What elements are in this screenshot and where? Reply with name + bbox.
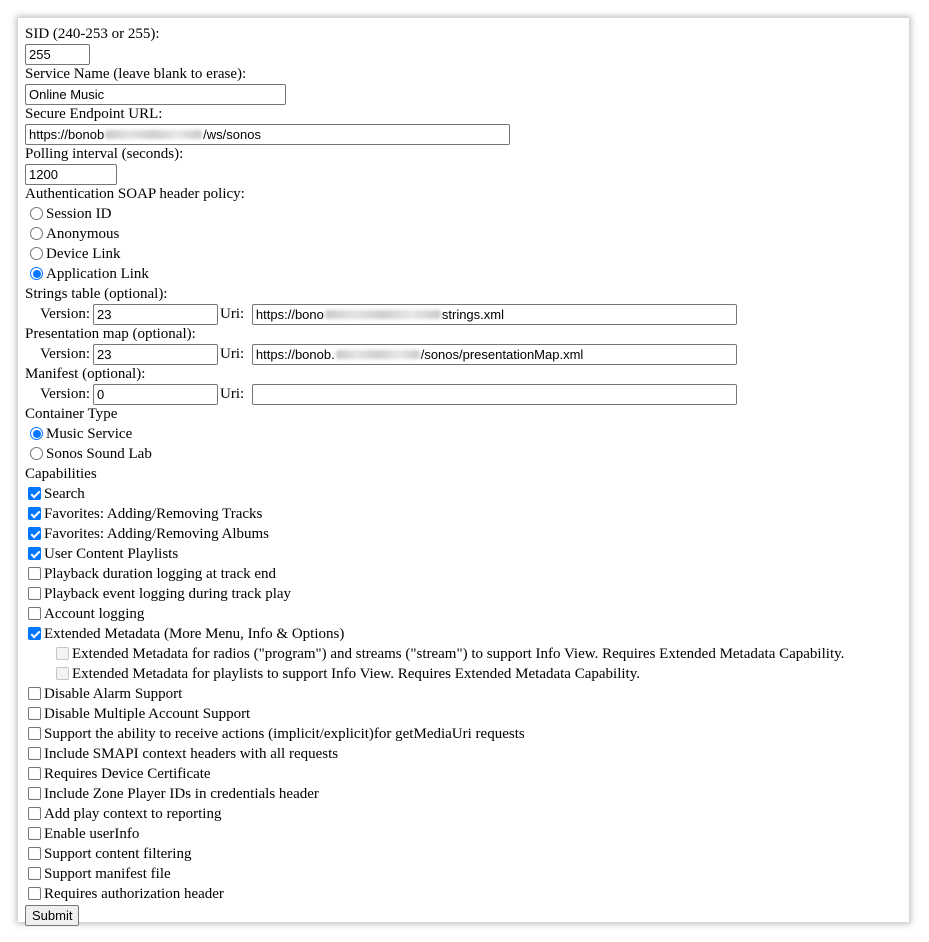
capability-checkbox-disabled [56, 667, 69, 680]
capability-checkbox[interactable] [28, 827, 41, 840]
presentation-uri-label: Uri: [220, 346, 245, 362]
capabilities-label: Capabilities [25, 466, 97, 482]
auth-radio-anonymous[interactable] [30, 227, 43, 240]
capability-checkbox[interactable] [28, 767, 41, 780]
capability-item[interactable] [25, 804, 909, 824]
sonos-service-form [25, 24, 909, 924]
container-type-label: Container Type [25, 406, 118, 422]
page-frame [18, 18, 909, 922]
presentation-uri-suffix: /sonos/presentationMap.xml [420, 346, 584, 362]
capability-checkbox[interactable] [28, 567, 41, 580]
endpoint-input[interactable] [25, 124, 510, 145]
capability-item[interactable] [25, 724, 909, 744]
capability-label: Include SMAPI context headers with all requests [44, 746, 339, 762]
strings-uri-suffix: strings.xml [441, 306, 504, 322]
capability-item[interactable] [25, 844, 909, 864]
capability-label: Extended Metadata (More Menu, Info & Options) [44, 626, 345, 642]
capability-item[interactable] [25, 484, 909, 504]
auth-option-session-id[interactable] [25, 204, 909, 224]
capability-item[interactable] [25, 524, 909, 544]
presentation-map-label: Presentation map (optional): [25, 326, 196, 342]
capability-item-disabled [25, 644, 909, 664]
capability-label: Support manifest file [44, 866, 171, 882]
container-option-sound-lab[interactable] [25, 444, 909, 464]
service-name-input[interactable] [25, 84, 286, 105]
capability-label: Favorites: Adding/Removing Albums [44, 526, 270, 542]
capability-item[interactable] [25, 744, 909, 764]
capability-item[interactable] [25, 824, 909, 844]
capability-checkbox[interactable] [28, 587, 41, 600]
capability-checkbox[interactable] [28, 747, 41, 760]
capability-label: Support the ability to receive actions (implicit/explicit)for getMediaUri requests [44, 726, 525, 742]
strings-version-input[interactable] [93, 304, 218, 325]
manifest-version-input[interactable] [93, 384, 218, 405]
capability-checkbox[interactable] [28, 607, 41, 620]
sid-input[interactable] [25, 44, 90, 65]
capability-item[interactable] [25, 544, 909, 564]
container-radio-music-service[interactable] [30, 427, 43, 440]
capability-checkbox[interactable] [28, 707, 41, 720]
capability-item[interactable] [25, 704, 909, 724]
capability-label: Enable userInfo [44, 826, 140, 842]
presentation-uri-input[interactable] [252, 344, 737, 365]
capability-label: Playback duration logging at track end [44, 566, 277, 582]
manifest-version-label: Version: [40, 386, 90, 402]
presentation-uri-prefix: https://bonob. [255, 346, 335, 362]
auth-radio-session-id[interactable] [30, 207, 43, 220]
container-option-music-service[interactable] [25, 424, 909, 444]
container-radio-sound-lab[interactable] [30, 447, 43, 460]
capability-item[interactable] [25, 624, 909, 644]
redacted-hostname [336, 350, 420, 359]
capability-checkbox[interactable] [28, 547, 41, 560]
capability-checkbox[interactable] [28, 847, 41, 860]
capability-checkbox[interactable] [28, 507, 41, 520]
strings-version-label: Version: [40, 306, 90, 322]
capability-item[interactable] [25, 764, 909, 784]
manifest-uri-input[interactable] [252, 384, 737, 405]
endpoint-value-prefix: https://bonob [29, 126, 105, 142]
presentation-version-label: Version: [40, 346, 90, 362]
capability-label: Search [44, 486, 85, 502]
capability-label: Disable Multiple Account Support [44, 706, 251, 722]
strings-uri-label: Uri: [220, 306, 245, 322]
sid-label: SID (240-253 or 255): [25, 26, 160, 42]
auth-radio-device-link[interactable] [30, 247, 43, 260]
capability-item[interactable] [25, 564, 909, 584]
capability-checkbox[interactable] [28, 867, 41, 880]
submit-button[interactable]: Submit [25, 905, 79, 926]
auth-option-label: Application Link [46, 266, 149, 282]
auth-option-anonymous[interactable] [25, 224, 909, 244]
capability-label: Account logging [44, 606, 145, 622]
capability-checkbox[interactable] [28, 727, 41, 740]
auth-option-label: Device Link [46, 246, 121, 262]
capability-checkbox[interactable] [28, 627, 41, 640]
capability-label: Requires authorization header [44, 886, 224, 902]
capability-checkbox-disabled [56, 647, 69, 660]
capability-label: Include Zone Player IDs in credentials header [44, 786, 319, 802]
capability-label: User Content Playlists [44, 546, 179, 562]
container-option-label: Sonos Sound Lab [46, 446, 152, 462]
capability-item[interactable] [25, 684, 909, 704]
service-name-label: Service Name (leave blank to erase): [25, 66, 247, 82]
redacted-hostname [325, 310, 441, 319]
capability-item[interactable] [25, 784, 909, 804]
strings-table-label: Strings table (optional): [25, 286, 168, 302]
strings-uri-input[interactable] [252, 304, 737, 325]
capability-checkbox[interactable] [28, 487, 41, 500]
strings-uri-prefix: https://bono [255, 306, 324, 322]
capability-label: Support content filtering [44, 846, 192, 862]
capability-label: Extended Metadata for playlists to support Info View. Requires Extended Metadata Capability. [72, 666, 640, 682]
capability-checkbox[interactable] [28, 807, 41, 820]
manifest-label: Manifest (optional): [25, 366, 146, 382]
capability-checkbox[interactable] [28, 527, 41, 540]
manifest-uri-label: Uri: [220, 386, 245, 402]
auth-option-application-link[interactable] [25, 264, 909, 284]
capability-label: Favorites: Adding/Removing Tracks [44, 506, 263, 522]
polling-input[interactable] [25, 164, 117, 185]
capability-label: Requires Device Certificate [44, 766, 211, 782]
capability-item-disabled [25, 664, 909, 684]
auth-option-device-link[interactable] [25, 244, 909, 264]
redacted-hostname [105, 130, 202, 139]
capability-item[interactable] [25, 884, 909, 904]
capability-checkbox[interactable] [28, 787, 41, 800]
capability-item[interactable] [25, 604, 909, 624]
auth-option-label: Session ID [46, 206, 112, 222]
endpoint-label: Secure Endpoint URL: [25, 106, 163, 122]
container-option-label: Music Service [46, 426, 133, 442]
capability-label: Add play context to reporting [44, 806, 222, 822]
capability-label: Playback event logging during track play [44, 586, 292, 602]
capability-label: Disable Alarm Support [44, 686, 183, 702]
capability-item[interactable] [25, 584, 909, 604]
capability-label: Extended Metadata for radios ("program") and streams ("stream") to support Info View. Requires Extended Metadata Capability. [72, 646, 845, 662]
auth-option-label: Anonymous [46, 226, 120, 242]
auth-policy-label: Authentication SOAP header policy: [25, 186, 245, 202]
endpoint-value-suffix: /ws/sonos [203, 126, 261, 142]
auth-radio-application-link[interactable] [30, 267, 43, 280]
presentation-version-input[interactable] [93, 344, 218, 365]
capability-checkbox[interactable] [28, 687, 41, 700]
polling-label: Polling interval (seconds): [25, 146, 184, 162]
capability-item[interactable] [25, 504, 909, 524]
capability-checkbox[interactable] [28, 887, 41, 900]
capability-item[interactable] [25, 864, 909, 884]
